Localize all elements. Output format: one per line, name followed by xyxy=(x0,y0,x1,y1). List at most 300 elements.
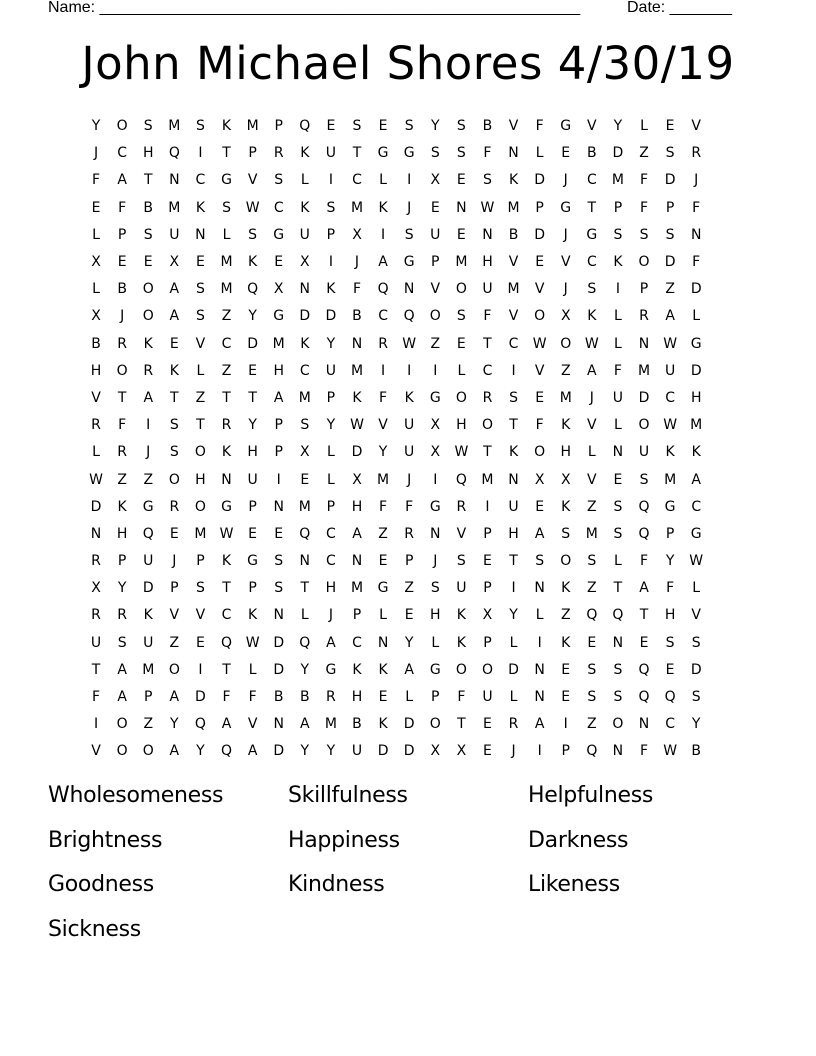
grid-letter: L xyxy=(300,607,309,624)
grid-letter: L xyxy=(614,308,622,325)
grid-letter: E xyxy=(613,471,623,488)
grid-letter: T xyxy=(509,553,518,570)
grid-letter: E xyxy=(169,335,179,352)
grid-row xyxy=(83,684,709,711)
grid-letter: A xyxy=(378,254,388,271)
grid-letter: T xyxy=(222,580,231,597)
grid-letter: S xyxy=(456,118,466,135)
grid-letter: M xyxy=(324,716,337,733)
grid-letter: K xyxy=(561,498,571,515)
grid-letter: R xyxy=(273,145,284,162)
grid-letter: R xyxy=(404,525,415,542)
word-list-item: Goodness xyxy=(48,872,154,897)
grid-letter: Z xyxy=(143,716,154,733)
grid-letter: L xyxy=(535,607,544,624)
grid-letter: Y xyxy=(404,634,414,651)
grid-letter: F xyxy=(639,743,649,760)
grid-letter: C xyxy=(326,525,336,542)
grid-letter: L xyxy=(92,444,100,461)
grid-letter: C xyxy=(665,716,675,733)
grid-letter: K xyxy=(691,444,701,461)
grid-letter: F xyxy=(613,362,622,379)
grid-letter: R xyxy=(326,689,336,706)
grid-letter: C xyxy=(586,172,597,189)
grid-letter: U xyxy=(325,145,337,162)
grid-letter: Y xyxy=(248,308,257,325)
grid-letter: K xyxy=(221,118,232,135)
grid-letter: L xyxy=(379,607,387,624)
grid-letter: V xyxy=(378,417,388,434)
grid-row xyxy=(83,602,709,629)
grid-letter: T xyxy=(170,389,179,406)
grid-letter: V xyxy=(195,335,206,352)
grid-letter: T xyxy=(639,607,649,624)
grid-letter: X xyxy=(352,471,362,488)
grid-letter: V xyxy=(587,417,597,434)
grid-letter: A xyxy=(534,716,545,733)
grid-letter: L xyxy=(196,362,205,379)
grid-letter: P xyxy=(326,226,336,243)
grid-letter: T xyxy=(352,145,362,162)
grid-letter: Y xyxy=(691,716,701,733)
grid-letter: V xyxy=(534,281,545,298)
grid-letter: D xyxy=(299,308,311,325)
grid-letter: Q xyxy=(612,607,624,624)
grid-letter: I xyxy=(198,145,203,162)
grid-letter: S xyxy=(143,226,153,243)
grid-letter: F xyxy=(92,172,101,189)
grid-letter: H xyxy=(247,444,258,461)
grid-letter: E xyxy=(143,254,153,271)
grid-letter: P xyxy=(144,689,153,706)
grid-letter: U xyxy=(430,226,441,243)
grid-letter: A xyxy=(169,308,180,325)
grid-letter: K xyxy=(352,661,362,678)
grid-letter: A xyxy=(639,580,649,597)
grid-letter: F xyxy=(692,254,701,271)
grid-letter: H xyxy=(142,145,154,162)
grid-letter: A xyxy=(247,743,258,760)
word-list-item: Sickness xyxy=(48,916,141,942)
grid-letter: E xyxy=(535,254,545,271)
grid-letter: G xyxy=(142,498,154,515)
grid-letter: K xyxy=(378,661,388,678)
grid-letter: E xyxy=(665,661,675,678)
grid-letter: Z xyxy=(560,362,571,379)
grid-row xyxy=(83,711,709,738)
grid-letter: K xyxy=(561,634,571,651)
grid-letter: S xyxy=(587,661,597,678)
grid-letter: D xyxy=(273,661,285,678)
grid-letter: V xyxy=(91,743,101,760)
grid-letter: J xyxy=(694,172,699,189)
grid-letter: Y xyxy=(300,661,310,678)
grid-letter: U xyxy=(325,362,337,379)
grid-letter: S xyxy=(274,553,284,570)
grid-letter: X xyxy=(430,172,441,189)
grid-letter: Z xyxy=(169,634,180,651)
grid-letter: Z xyxy=(221,308,232,325)
grid-letter: B xyxy=(143,199,154,216)
grid-row xyxy=(83,167,709,194)
date-field-label: Date: _______ xyxy=(627,0,732,16)
grid-letter: E xyxy=(91,199,101,216)
grid-letter: I xyxy=(511,580,516,597)
grid-letter: F xyxy=(639,172,649,189)
grid-letter: X xyxy=(352,226,362,243)
grid-letter: J xyxy=(146,444,151,461)
grid-row xyxy=(83,466,709,493)
grid-letter: K xyxy=(300,335,310,352)
grid-letter: X xyxy=(169,254,180,271)
grid-letter: L xyxy=(692,308,701,325)
word-list-item: Brightness xyxy=(48,827,163,853)
grid-letter: Y xyxy=(91,118,101,135)
grid-letter: T xyxy=(117,389,127,406)
grid-letter: J xyxy=(93,145,99,162)
grid-letter: E xyxy=(483,553,492,570)
grid-letter: G xyxy=(377,580,389,597)
grid-letter: A xyxy=(221,716,232,733)
grid-letter: W xyxy=(663,417,678,434)
grid-letter: K xyxy=(221,444,232,461)
grid-letter: J xyxy=(589,389,594,406)
grid-letter: V xyxy=(587,118,597,135)
grid-letter: Z xyxy=(665,281,675,298)
grid-letter: P xyxy=(431,254,440,271)
grid-letter: V xyxy=(508,118,519,135)
grid-letter: D xyxy=(612,145,624,162)
grid-letter: H xyxy=(195,471,206,488)
grid-letter: N xyxy=(351,335,363,352)
grid-letter: E xyxy=(561,661,571,678)
grid-letter: F xyxy=(483,145,492,162)
grid-letter: D xyxy=(90,498,102,515)
grid-letter: P xyxy=(483,525,492,542)
grid-letter: K xyxy=(352,389,362,406)
grid-letter: Q xyxy=(194,716,206,733)
grid-letter: G xyxy=(429,389,441,406)
grid-letter: T xyxy=(300,580,310,597)
grid-letter: S xyxy=(613,498,623,515)
grid-letter: E xyxy=(378,689,388,706)
grid-letter: V xyxy=(247,172,258,189)
grid-letter: O xyxy=(612,716,624,733)
grid-row xyxy=(83,195,709,222)
grid-letter: Y xyxy=(509,607,518,624)
grid-letter: D xyxy=(377,743,389,760)
grid-letter: D xyxy=(273,743,285,760)
grid-row xyxy=(83,276,709,303)
grid-letter: P xyxy=(404,553,414,570)
grid-letter: A xyxy=(273,389,284,406)
grid-letter: S xyxy=(248,226,258,243)
grid-letter: I xyxy=(485,498,490,515)
grid-letter: Y xyxy=(300,743,310,760)
grid-letter: W xyxy=(402,335,417,352)
grid-letter: F xyxy=(639,553,649,570)
grid-letter: U xyxy=(143,553,154,570)
grid-letter: E xyxy=(561,689,571,706)
grid-letter: U xyxy=(247,471,258,488)
grid-letter: K xyxy=(561,417,571,434)
grid-letter: I xyxy=(433,362,438,379)
grid-letter: K xyxy=(326,281,336,298)
grid-letter: Z xyxy=(117,471,127,488)
grid-letter: P xyxy=(535,199,544,216)
grid-letter: B xyxy=(691,743,701,760)
grid-letter: S xyxy=(613,226,623,243)
grid-letter: N xyxy=(508,145,519,162)
grid-letter: S xyxy=(587,281,597,298)
grid-letter: P xyxy=(274,417,283,434)
grid-letter: M xyxy=(220,281,233,298)
grid-letter: N xyxy=(299,553,311,570)
grid-letter: E xyxy=(378,118,388,135)
grid-letter: A xyxy=(117,172,127,189)
grid-letter: K xyxy=(508,172,519,189)
grid-letter: K xyxy=(456,607,466,624)
grid-row xyxy=(83,331,709,358)
grid-letter: G xyxy=(690,335,702,352)
grid-letter: I xyxy=(93,716,99,733)
grid-letter: F xyxy=(639,199,649,216)
grid-letter: T xyxy=(457,716,466,733)
grid-letter: N xyxy=(169,172,180,189)
grid-letter: K xyxy=(587,308,597,325)
grid-letter: Z xyxy=(378,525,388,542)
grid-letter: E xyxy=(117,254,127,271)
grid-letter: G xyxy=(664,498,676,515)
grid-letter: Q xyxy=(299,118,311,135)
grid-letter: P xyxy=(248,498,257,515)
grid-letter: P xyxy=(561,743,570,760)
grid-letter: E xyxy=(665,118,675,135)
grid-letter: V xyxy=(456,525,467,542)
grid-letter: P xyxy=(170,580,179,597)
grid-letter: F xyxy=(457,689,466,706)
grid-letter: W xyxy=(480,199,495,216)
grid-letter: G xyxy=(586,226,598,243)
grid-letter: P xyxy=(352,607,362,624)
grid-letter: D xyxy=(690,661,702,678)
grid-letter: T xyxy=(483,444,492,461)
grid-letter: U xyxy=(404,417,415,434)
grid-letter: N xyxy=(534,661,545,678)
grid-letter: E xyxy=(300,471,310,488)
grid-letter: O xyxy=(481,417,493,434)
grid-letter: X xyxy=(456,743,467,760)
grid-letter: H xyxy=(456,417,467,434)
grid-letter: F xyxy=(692,199,701,216)
grid-letter: K xyxy=(169,362,179,379)
grid-letter: V xyxy=(691,607,701,624)
grid-letter: X xyxy=(534,471,545,488)
grid-letter: J xyxy=(120,308,125,325)
grid-letter: K xyxy=(665,444,675,461)
grid-letter: E xyxy=(169,525,179,542)
grid-letter: G xyxy=(429,661,441,678)
grid-letter: H xyxy=(325,580,337,597)
grid-letter: P xyxy=(326,389,336,406)
grid-letter: E xyxy=(248,525,258,542)
grid-letter: X xyxy=(91,254,101,271)
grid-letter: M xyxy=(481,471,494,488)
grid-letter: N xyxy=(273,716,284,733)
grid-letter: C xyxy=(665,389,675,406)
word-list-item: Wholesomeness xyxy=(48,783,224,808)
grid-letter: B xyxy=(587,145,597,162)
grid-letter: V xyxy=(169,607,180,624)
grid-letter: H xyxy=(273,362,284,379)
grid-letter: C xyxy=(352,172,362,189)
grid-letter: B xyxy=(352,716,362,733)
word-list-item: Skillfulness xyxy=(288,783,408,808)
grid-letter: R xyxy=(482,389,493,406)
grid-letter: O xyxy=(638,417,650,434)
grid-letter: I xyxy=(407,172,412,189)
grid-letter: W xyxy=(663,743,678,760)
grid-letter: R xyxy=(456,498,467,515)
grid-letter: O xyxy=(429,716,441,733)
grid-letter: E xyxy=(378,553,388,570)
grid-letter: O xyxy=(116,743,128,760)
grid-row xyxy=(83,358,709,385)
grid-letter: H xyxy=(116,525,128,542)
grid-letter: R xyxy=(117,607,127,624)
grid-letter: W xyxy=(89,471,103,488)
grid-letter: P xyxy=(117,553,127,570)
grid-letter: S xyxy=(535,553,545,570)
grid-letter: V xyxy=(91,389,101,406)
grid-letter: Z xyxy=(587,498,597,515)
grid-letter: J xyxy=(328,607,333,624)
grid-letter: I xyxy=(563,716,568,733)
grid-letter: H xyxy=(664,607,676,624)
grid-letter: L xyxy=(614,553,622,570)
grid-letter: A xyxy=(534,525,545,542)
grid-letter: D xyxy=(534,172,546,189)
grid-letter: S xyxy=(195,580,205,597)
grid-letter: D xyxy=(195,689,206,706)
grid-letter: C xyxy=(691,498,702,515)
grid-letter: F xyxy=(666,580,675,597)
grid-letter: M xyxy=(298,389,311,406)
grid-letter: O xyxy=(168,471,180,488)
word-list-item: Kindness xyxy=(288,872,385,897)
grid-letter: L xyxy=(92,281,100,298)
grid-letter: Q xyxy=(638,498,650,515)
grid-letter: R xyxy=(117,335,127,352)
grid-letter: T xyxy=(483,335,492,352)
grid-letter: I xyxy=(407,362,412,379)
grid-letter: O xyxy=(534,444,546,461)
grid-letter: L xyxy=(509,634,518,651)
grid-letter: K xyxy=(378,199,388,216)
grid-letter: L xyxy=(457,362,466,379)
grid-letter: M xyxy=(246,118,259,135)
grid-letter: S xyxy=(195,281,205,298)
grid-letter: G xyxy=(325,661,337,678)
grid-letter: L xyxy=(326,444,335,461)
grid-letter: Q xyxy=(247,281,259,298)
grid-letter: T xyxy=(222,389,231,406)
grid-letter: S xyxy=(143,118,153,135)
grid-letter: K xyxy=(195,199,206,216)
grid-row xyxy=(83,140,709,167)
grid-letter: R xyxy=(91,417,101,434)
grid-letter: F xyxy=(92,689,101,706)
grid-letter: N xyxy=(690,226,702,243)
grid-letter: M xyxy=(664,471,677,488)
grid-letter: E xyxy=(430,199,440,216)
grid-letter: U xyxy=(508,498,519,515)
grid-letter: B xyxy=(117,281,127,298)
grid-letter: C xyxy=(273,199,284,216)
grid-letter: K xyxy=(248,607,258,624)
grid-letter: R xyxy=(169,498,180,515)
grid-letter: L xyxy=(614,417,622,434)
grid-letter: M xyxy=(168,118,181,135)
grid-letter: Q xyxy=(586,743,598,760)
grid-letter: P xyxy=(613,199,623,216)
grid-letter: R xyxy=(508,716,519,733)
grid-letter: S xyxy=(613,661,623,678)
grid-letter: E xyxy=(483,716,492,733)
grid-letter: I xyxy=(328,254,333,271)
grid-letter: N xyxy=(534,580,545,597)
grid-letter: S xyxy=(561,525,571,542)
grid-letter: H xyxy=(430,607,441,624)
grid-letter: D xyxy=(142,580,154,597)
grid-letter: N xyxy=(612,634,624,651)
grid-letter: A xyxy=(404,661,414,678)
grid-letter: F xyxy=(535,118,544,135)
grid-letter: O xyxy=(142,281,154,298)
grid-letter: M xyxy=(585,525,598,542)
grid-letter: K xyxy=(300,145,310,162)
grid-letter: M xyxy=(350,362,364,379)
grid-letter: S xyxy=(195,118,205,135)
grid-letter: E xyxy=(195,254,205,271)
grid-letter: E xyxy=(456,335,466,352)
grid-letter: P xyxy=(248,580,257,597)
grid-letter: P xyxy=(431,689,440,706)
grid-letter: A xyxy=(665,308,675,325)
grid-letter: N xyxy=(403,281,415,298)
grid-letter: S xyxy=(430,580,440,597)
grid-letter: M xyxy=(559,389,572,406)
grid-letter: E xyxy=(274,525,284,542)
grid-letter: U xyxy=(299,226,310,243)
grid-letter: A xyxy=(117,661,127,678)
grid-letter: J xyxy=(511,743,516,760)
grid-letter: O xyxy=(455,389,467,406)
grid-letter: P xyxy=(665,199,675,216)
grid-letter: I xyxy=(381,226,386,243)
grid-letter: F xyxy=(483,308,492,325)
grid-letter: I xyxy=(537,634,542,651)
grid-letter: V xyxy=(534,362,545,379)
grid-letter: G xyxy=(221,498,232,515)
grid-row xyxy=(83,521,709,548)
grid-letter: E xyxy=(639,634,649,651)
grid-letter: H xyxy=(351,498,363,515)
grid-letter: N xyxy=(299,281,311,298)
grid-letter: P xyxy=(274,118,283,135)
grid-letter: L xyxy=(248,661,257,678)
grid-row xyxy=(83,630,709,657)
